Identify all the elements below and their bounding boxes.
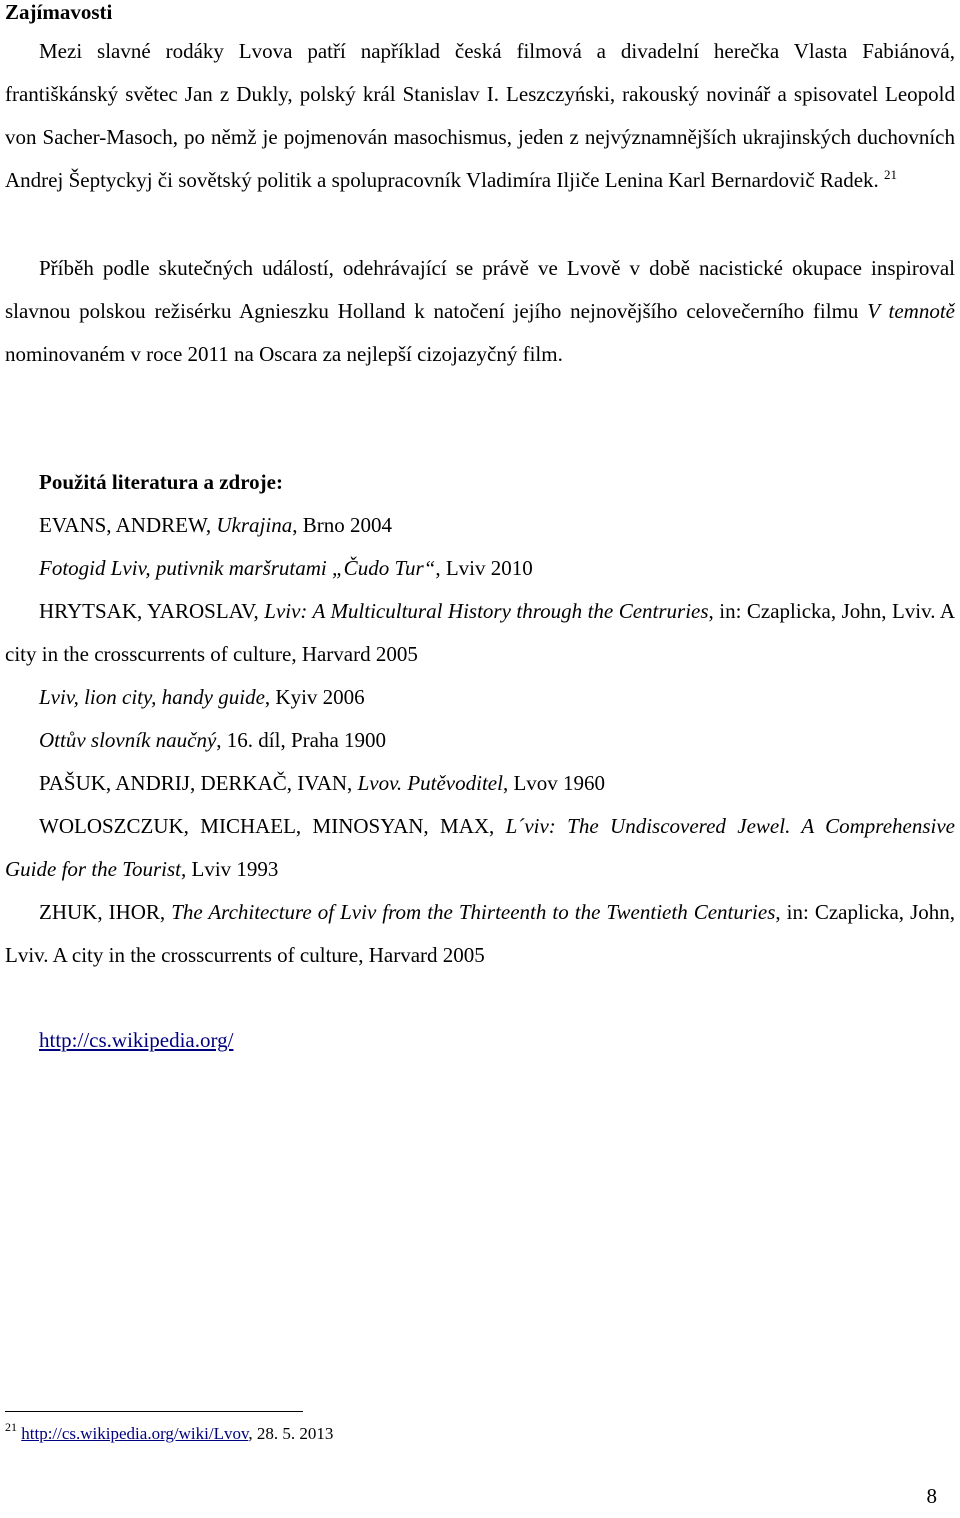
reference-item: Lviv, lion city, handy guide, Kyiv 2006: [39, 685, 365, 709]
footnote-date: , 28. 5. 2013: [248, 1424, 334, 1443]
paragraph-text: Příběh podle skutečných událostí, odehrávající se právě ve Lvově v době nacistické okupace inspiroval slavnou polskou režisérku Agnieszku Holland k natočení jejího nejnovějšího celovečerního filmu: [5, 256, 955, 323]
footnote-link[interactable]: http://cs.wikipedia.org/wiki/Lvov: [21, 1424, 249, 1443]
reference-item: ZHUK, IHOR, The Architecture of Lviv from the Thirteenth to the Twentieth Centuries, in: Czaplicka, John, Lviv. A city in the crosscurrents of culture, Harvard 2005: [5, 900, 956, 967]
wikipedia-link[interactable]: http://cs.wikipedia.org/: [39, 1028, 234, 1052]
reference-item: Fotogid Lviv, putivnik maršrutami „Čudo Tur“, Lviv 2010: [39, 556, 533, 580]
page-number: 8: [926, 1484, 937, 1508]
reference-item: PAŠUK, ANDRIJ, DERKAČ, IVAN, Lvov. Putěvoditel, Lvov 1960: [39, 771, 606, 795]
section-heading: Zajímavosti: [5, 0, 113, 24]
reference-item: Ottův slovník naučný, 16. díl, Praha 1900: [39, 728, 387, 752]
reference-item: HRYTSAK, YAROSLAV, Lviv: A Multicultural History through the Centruries, in: Czaplicka, John, Lviv. A city in the crosscurrents of culture, Harvard 2005: [5, 599, 955, 666]
footnote-reference[interactable]: 21: [884, 167, 898, 182]
paragraph-notable-natives: [5, 30, 955, 202]
paragraph-text: Mezi slavné rodáky Lvova patří například česká filmová a divadelní herečka Vlasta Fabiánová, františkánský světec Jan z Dukly, polský král Stanislav I. Leszczyński, rakouský novinář a spisovatel Leopold von Sacher-Masoch, po němž je pojmenován masochismus, jeden z nejvýznamnějších ukrajinských duchovních Andrej Šeptyckyj či sovětský politik a spolupracovník Vladimíra Iljiče Lenina Karl Bernardovič Radek.: [5, 39, 955, 192]
reference-item: EVANS, ANDREW, Ukrajina, Brno 2004: [39, 513, 392, 537]
paragraph-film: [5, 247, 955, 376]
footnote-divider: [5, 1411, 303, 1412]
footnote: [5, 1420, 334, 1444]
film-title: V temnotě: [867, 299, 955, 323]
literature-heading: Použitá literatura a zdroje:: [39, 470, 283, 494]
paragraph-text: nominovaném v roce 2011 na Oscara za nejlepší cizojazyčný film.: [5, 342, 563, 366]
reference-item: WOLOSZCZUK, MICHAEL, MINOSYAN, MAX, L´viv: The Undiscovered Jewel. A Comprehensive Guide for the Tourist, Lviv 1993: [5, 814, 955, 881]
footnote-mark: 21: [5, 1420, 17, 1434]
